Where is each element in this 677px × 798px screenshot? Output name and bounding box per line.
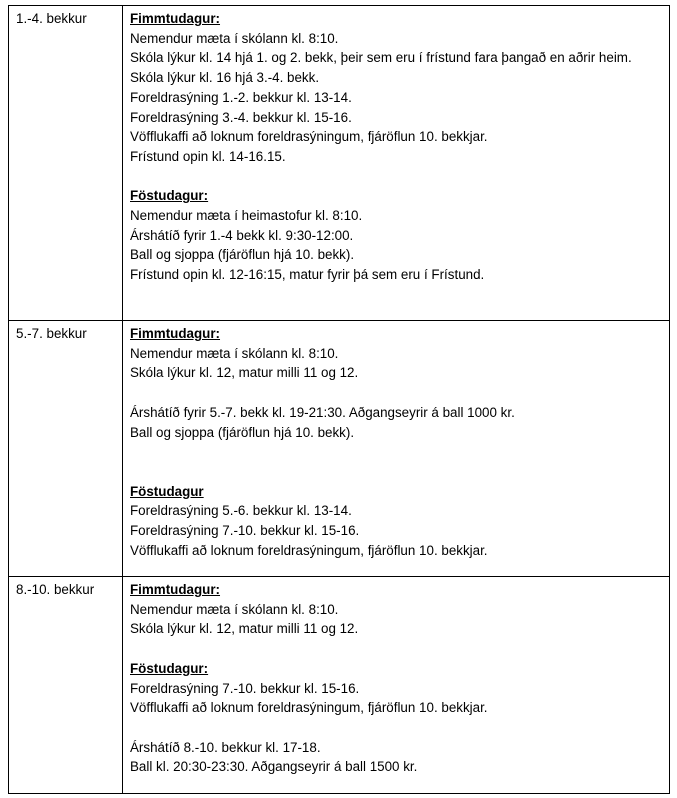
schedule-line: Skóla lýkur kl. 12, matur milli 11 og 12. <box>130 621 359 637</box>
schedule-line: Nemendur mæta í skólann kl. 8:10. <box>130 345 339 361</box>
schedule-table <box>8 5 670 794</box>
day-heading: Fimmtudagur: <box>130 582 221 597</box>
schedule-line: Nemendur mæta í skólann kl. 8:10. <box>130 601 339 617</box>
spacer <box>130 383 663 403</box>
schedule-line: Ball og sjoppa (fjáröflun hjá 10. bekk). <box>130 424 355 440</box>
schedule-line: Foreldrasýning 1.-2. bekkur kl. 13-14. <box>130 89 352 105</box>
spacer <box>130 462 663 482</box>
schedule-line: Foreldrasýning 3.-4. bekkur kl. 15-16. <box>130 109 352 125</box>
schedule-line: Frístund opin kl. 12-16:15, matur fyrir þá sem eru í Frístund. <box>130 267 485 283</box>
schedule-line: Vöfflukaffi að loknum foreldrasýningum, fjáröflun 10. bekkjar. <box>130 700 488 716</box>
schedule-line: Nemendur mæta í heimastofur kl. 8:10. <box>130 208 363 224</box>
schedule-line: Vöfflukaffi að loknum foreldrasýningum, fjáröflun 10. bekkjar. <box>130 542 488 558</box>
schedule-line: Nemendur mæta í skólann kl. 8:10. <box>130 30 339 46</box>
grade-cell <box>9 321 123 577</box>
schedule-line: Árshátíð fyrir 1.-4 bekk kl. 9:30-12:00. <box>130 227 354 243</box>
schedule-line: Foreldrasýning 7.-10. bekkur kl. 15-16. <box>130 522 360 538</box>
grade-label: 1.-4. bekkur <box>16 11 87 26</box>
grade-label: 8.-10. bekkur <box>16 582 95 597</box>
table-row <box>9 6 670 321</box>
table-row <box>9 577 670 794</box>
grade-cell <box>9 6 123 321</box>
grade-label: 5.-7. bekkur <box>16 326 87 341</box>
schedule-line: Vöfflukaffi að loknum foreldrasýningum, fjáröflun 10. bekkjar. <box>130 129 488 145</box>
schedule-cell <box>123 6 670 321</box>
schedule-line: Foreldrasýning 5.-6. bekkur kl. 13-14. <box>130 503 352 519</box>
table-row <box>9 321 670 577</box>
spacer <box>130 442 663 462</box>
schedule-line: Ball kl. 20:30-23:30. Aðgangseyrir á ball 1500 kr. <box>130 759 418 775</box>
spacer <box>130 167 663 187</box>
day-heading: Fimmtudagur: <box>130 11 221 26</box>
day-heading: Föstudagur <box>130 483 204 499</box>
schedule-cell <box>123 577 670 794</box>
grade-cell <box>9 577 123 794</box>
day-heading: Föstudagur: <box>130 660 209 676</box>
schedule-line: Skóla lýkur kl. 16 hjá 3.-4. bekk. <box>130 70 320 86</box>
schedule-line: Árshátíð fyrir 5.-7. bekk kl. 19-21:30. Aðgangseyrir á ball 1000 kr. <box>130 404 515 420</box>
schedule-line: Skóla lýkur kl. 12, matur milli 11 og 12. <box>130 365 359 381</box>
day-heading: Fimmtudagur: <box>130 326 221 341</box>
spacer <box>130 639 663 659</box>
spacer <box>130 718 663 738</box>
schedule-cell <box>123 321 670 577</box>
schedule-line: Foreldrasýning 7.-10. bekkur kl. 15-16. <box>130 680 360 696</box>
schedule-line: Árshátíð 8.-10. bekkur kl. 17-18. <box>130 739 321 755</box>
schedule-line: Frístund opin kl. 14-16.15. <box>130 148 286 164</box>
day-heading: Föstudagur: <box>130 188 209 204</box>
schedule-line: Ball og sjoppa (fjáröflun hjá 10. bekk). <box>130 247 355 263</box>
schedule-line: Skóla lýkur kl. 14 hjá 1. og 2. bekk, þeir sem eru í frístund fara þangað en aðrir heim. <box>130 50 632 66</box>
